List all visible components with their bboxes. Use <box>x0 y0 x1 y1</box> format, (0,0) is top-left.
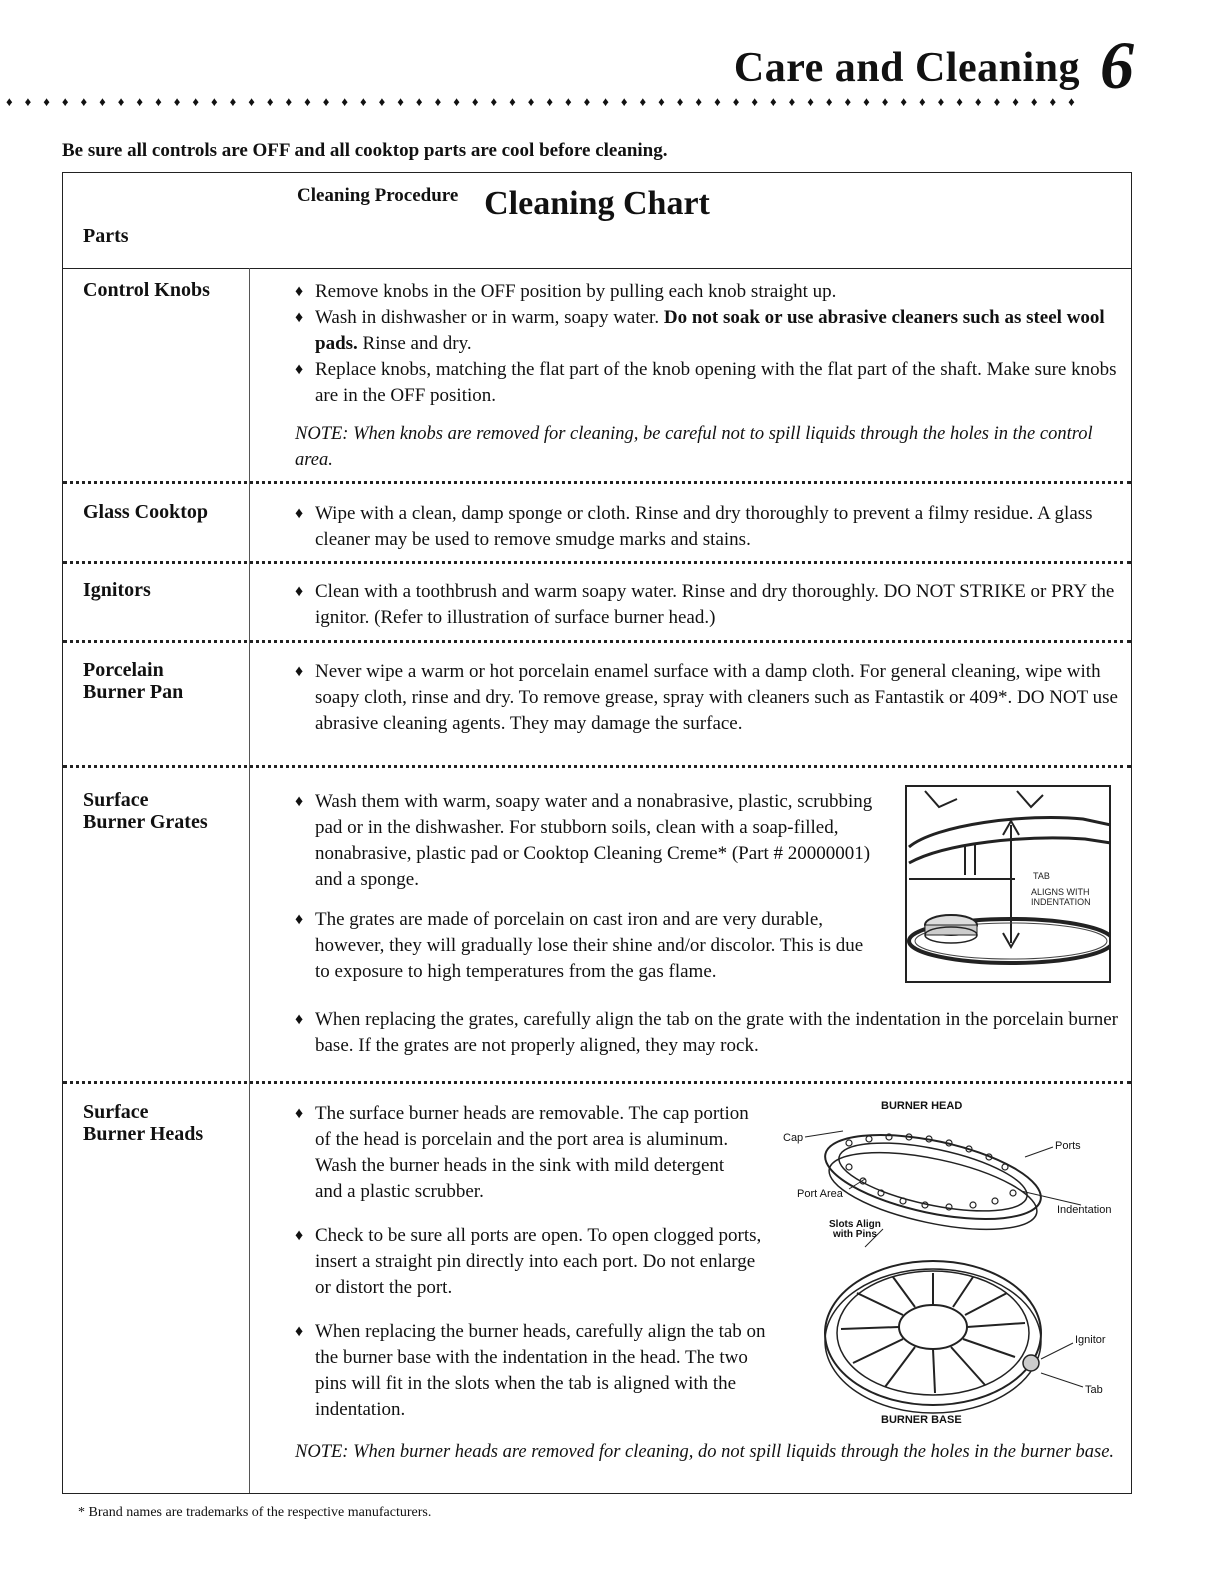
step-warning: Do not soak or use abrasive cleaners such as steel wool pads. <box>315 307 1105 354</box>
chapter-number: 6 <box>1100 27 1134 103</box>
column-header-parts: Parts <box>83 225 129 247</box>
procedure-step: ♦ When replacing the grates, carefully align the tab on the grate with the indentation in the porcelain burner base. If the grates are not properly aligned, they may rock. <box>295 1007 1125 1059</box>
page-title: Care and Cleaning <box>733 45 1080 91</box>
procedure-step: ♦ The surface burner heads are removable. The cap portion of the head is porcelain and the port area is aluminum. Wash the burner heads in the sink with mild detergent and a plastic scrubber. <box>295 1101 755 1205</box>
row-separator <box>63 640 1131 643</box>
procedure-step: ♦ Replace knobs, matching the flat part of the knob opening with the flat part of the shaft. Make sure knobs are in the OFF position. <box>295 357 1125 409</box>
row-separator <box>63 561 1131 564</box>
part-name <box>83 659 243 703</box>
fig-slots-label: with Pins <box>833 1229 877 1240</box>
chart-title: Cleaning Chart <box>484 185 710 222</box>
column-divider <box>249 268 250 1493</box>
burner-head-illustration <box>753 1097 1113 1427</box>
step-text: Wash in dishwasher or in warm, soapy water. <box>315 307 660 328</box>
procedure <box>295 501 1125 553</box>
fig-port-area-label: Port Area <box>797 1188 843 1200</box>
procedure <box>295 579 1125 631</box>
row-separator <box>63 481 1131 484</box>
part-name-line: Burner Heads <box>83 1123 204 1145</box>
procedure-step: ♦ Remove knobs in the OFF position by pulling each knob straight up. <box>295 279 1125 305</box>
fig-slots-label: Slots Align <box>829 1219 881 1230</box>
procedure-step: ♦ The grates are made of porcelain on cast iron and are very durable, however, they will gradually lose their shine and/or discolor. This is due to exposure to high temperatures from the gas flame. <box>295 907 865 985</box>
fig-indentation-label: Indentation <box>1057 1204 1112 1216</box>
procedure-step: ♦ Check to be sure all ports are open. To open clogged ports, insert a straight pin directly into each port. Do not enlarge or distort the port. <box>295 1223 775 1301</box>
column-header-procedure: Cleaning Procedure <box>297 185 459 206</box>
part-name-line: Surface <box>83 789 149 811</box>
fig-align-label: ALIGNS WITH <box>1031 887 1090 897</box>
fig-burner-head-label: BURNER HEAD <box>881 1100 963 1112</box>
procedure-note: NOTE: When knobs are removed for cleaning, be careful not to spill liquids through the holes in the control area. <box>295 424 1093 470</box>
safety-intro: Be sure all controls are OFF and all cooktop parts are cool before cleaning. <box>62 140 668 161</box>
header-rule <box>63 268 1131 269</box>
part-name <box>83 1101 243 1145</box>
part-name-line: Burner Pan <box>83 681 184 703</box>
procedure-step <box>295 305 1125 357</box>
procedure-step: ♦ When replacing the burner heads, carefully align the tab on the burner base with the indentation in the head. The two pins will fit in the slots when the tab is aligned with the indentation. <box>295 1319 775 1423</box>
part-name <box>83 789 243 833</box>
fig-ports-label: Ports <box>1055 1140 1081 1152</box>
fig-tab-label: Tab <box>1085 1384 1103 1396</box>
part-name: Ignitors <box>83 579 151 601</box>
procedure <box>295 659 1125 737</box>
fig-ignitor-label: Ignitor <box>1075 1334 1106 1346</box>
procedure-step: ♦ Wash them with warm, soapy water and a nonabrasive, plastic, scrubbing pad or in the dishwasher. For stubborn soils, clean with a soap-filled, nonabrasive, plastic pad or Cooktop Cleaning Creme* (Part # 20000001) and a sponge. <box>295 789 875 893</box>
part-name-line: Burner Grates <box>83 811 208 833</box>
fig-cap-label: Cap <box>783 1132 804 1144</box>
procedure-note: NOTE: When burner heads are removed for cleaning, do not spill liquids through the holes in the burner base. <box>295 1442 1115 1462</box>
part-name: Glass Cooktop <box>83 501 209 523</box>
procedure-step: ♦ Never wipe a warm or hot porcelain enamel surface with a damp cloth. For general cleaning, wipe with soapy cloth, rinse and dry. To remove grease, spray with cleaners such as Fantastik or 409*. DO NOT use abrasive cleaning agents. They may damage the surface. <box>295 659 1125 737</box>
header-dot-divider: ♦♦♦♦♦♦♦♦♦♦♦♦♦♦♦♦♦♦♦♦♦♦♦♦♦♦♦♦♦♦♦♦♦♦♦♦♦♦♦♦♦♦♦♦♦♦♦♦♦♦♦♦♦♦♦♦♦♦ <box>6 94 1087 106</box>
step-text: Rinse and dry. <box>362 333 472 354</box>
trademark-footnote: * Brand names are trademarks of the respective manufacturers. <box>78 1505 432 1520</box>
procedure <box>295 279 1125 473</box>
part-name: Control Knobs <box>83 279 210 301</box>
part-name-line: Porcelain <box>83 659 164 681</box>
row-separator <box>63 1081 1131 1084</box>
fig-align-label: INDENTATION <box>1031 897 1091 907</box>
procedure-step: ♦ Clean with a toothbrush and warm soapy water. Rinse and dry thoroughly. DO NOT STRIKE or PRY the ignitor. (Refer to illustration of surface burner head.) <box>295 579 1125 631</box>
fig-tab-label: TAB <box>1033 871 1050 881</box>
page-header <box>0 22 1220 112</box>
cleaning-chart <box>62 172 1132 1494</box>
fig-burner-base-label: BURNER BASE <box>881 1414 962 1426</box>
part-name-line: Surface <box>83 1101 149 1123</box>
row-separator <box>63 765 1131 768</box>
grate-alignment-illustration <box>905 785 1111 983</box>
procedure-step: ♦ Wipe with a clean, damp sponge or cloth. Rinse and dry thoroughly to prevent a filmy residue. A glass cleaner may be used to remove smudge marks and stains. <box>295 501 1125 553</box>
